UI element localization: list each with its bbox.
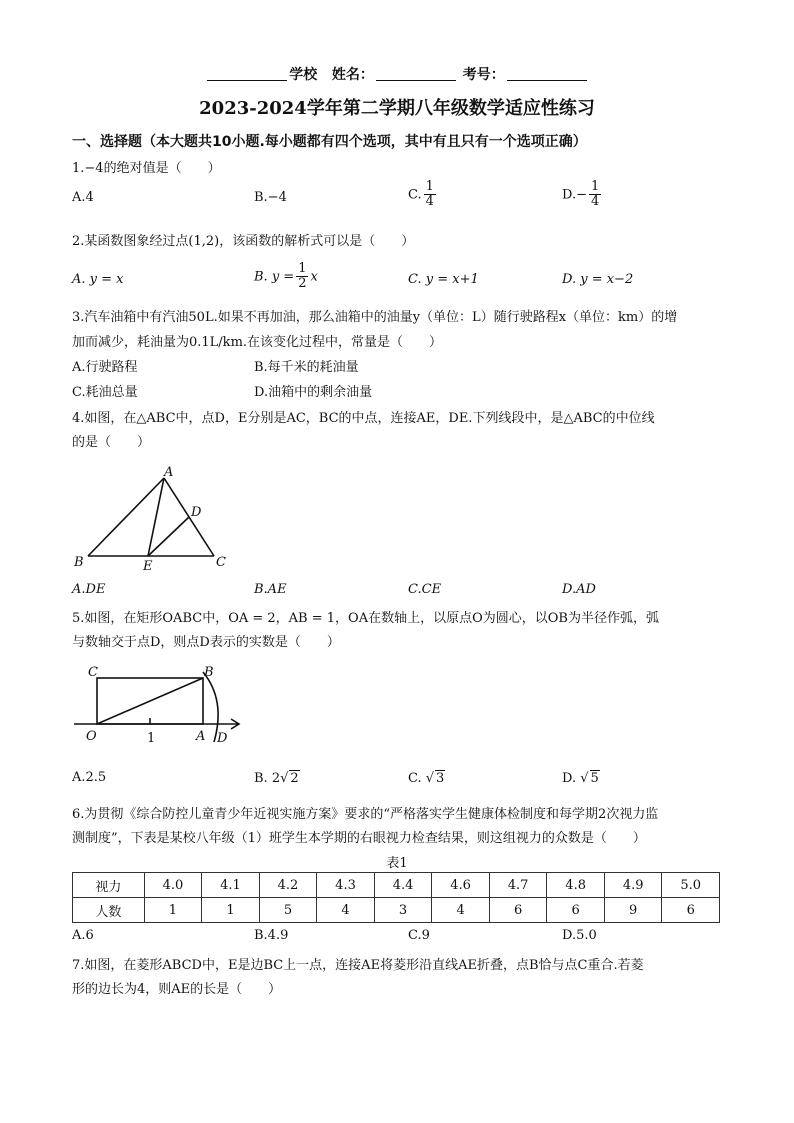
label-c: C bbox=[216, 555, 226, 570]
q2-option-d[interactable]: D. y = x−2 bbox=[562, 272, 634, 287]
label-a: A bbox=[164, 465, 174, 480]
table-cell: 5.0 bbox=[662, 873, 720, 898]
q3-option-c[interactable]: C.耗油总量 bbox=[72, 385, 138, 400]
label-b: B bbox=[204, 665, 214, 680]
q5-option-d[interactable]: D. √ 5 bbox=[562, 771, 599, 786]
q6-option-d[interactable]: D.5.0 bbox=[562, 928, 597, 943]
q2-option-b[interactable] bbox=[254, 262, 318, 292]
q7-stem-line1: 7.如图，在菱形ABCD中，E是边BC上一点，连接AE将菱形沿直线AE折叠，点B恰与点C重合.若菱 bbox=[72, 958, 644, 973]
q5-d-radicand: 5 bbox=[590, 771, 599, 786]
table-cell: 6 bbox=[547, 898, 605, 923]
q1-option-d[interactable] bbox=[562, 180, 603, 210]
label-a: A bbox=[196, 729, 206, 744]
diagonal-ob bbox=[97, 678, 203, 724]
q6-stem-line1: 6.为贯彻《综合防控儿童青少年近视实施方案》要求的“严格落实学生健康体检制度和每学期2次视力监 bbox=[72, 807, 659, 822]
table-cell: 4.0 bbox=[144, 873, 202, 898]
q4-option-a[interactable]: A.DE bbox=[72, 582, 106, 597]
table-cell: 4.1 bbox=[202, 873, 260, 898]
table-cell: 6 bbox=[662, 898, 720, 923]
label-b: B bbox=[74, 555, 84, 570]
name-label: 姓名： bbox=[331, 67, 374, 83]
table-cell: 5 bbox=[259, 898, 317, 923]
table-cell: 4.6 bbox=[432, 873, 490, 898]
q2-b-suffix: x bbox=[310, 269, 318, 285]
numerator: 1 bbox=[425, 179, 434, 194]
q1-option-a[interactable]: A.4 bbox=[72, 190, 94, 205]
q1-option-b[interactable]: B.−4 bbox=[254, 190, 287, 205]
q5-b-radicand: 2 bbox=[290, 771, 299, 786]
label-one: 1 bbox=[147, 731, 156, 746]
label-d: D bbox=[217, 731, 228, 746]
table-cell: 4.8 bbox=[547, 873, 605, 898]
table-cell: 1 bbox=[144, 898, 202, 923]
q5-c-radicand: 3 bbox=[436, 771, 445, 786]
q3-option-d[interactable]: D.油箱中的剩余油量 bbox=[254, 385, 373, 400]
q4-option-d[interactable]: D.AD bbox=[562, 582, 596, 597]
q4-option-c[interactable]: C.CE bbox=[408, 582, 442, 597]
exam-no-blank[interactable] bbox=[507, 66, 587, 81]
table-cell: 4.4 bbox=[374, 873, 432, 898]
q5-option-a[interactable]: A.2.5 bbox=[72, 770, 107, 785]
q1-c-prefix: C. bbox=[408, 187, 422, 203]
label-c: C bbox=[88, 665, 98, 680]
table-row bbox=[73, 898, 720, 923]
table-cell: 4.7 bbox=[489, 873, 547, 898]
table-cell: 9 bbox=[604, 898, 662, 923]
q5-option-c[interactable]: C. √ 3 bbox=[408, 771, 445, 786]
segment-ae bbox=[148, 478, 164, 556]
exam-header bbox=[0, 64, 794, 84]
q3-stem-line2: 加而减少，耗油量为0.1L/km.在该变化过程中，常量是（ ） bbox=[72, 335, 443, 350]
exam-no-label: 考号： bbox=[462, 67, 505, 83]
name-blank[interactable] bbox=[376, 66, 456, 81]
table-cell: 4.9 bbox=[604, 873, 662, 898]
q6-option-c[interactable]: C.9 bbox=[408, 928, 430, 943]
table-caption: 表1 bbox=[386, 856, 408, 871]
table-cell: 4 bbox=[432, 898, 490, 923]
q2-b-fraction bbox=[296, 262, 308, 292]
table-cell: 3 bbox=[374, 898, 432, 923]
q1-d-prefix: D.− bbox=[562, 187, 587, 203]
table-cell: 4 bbox=[317, 898, 375, 923]
table-row bbox=[73, 873, 720, 898]
q2-b-prefix: B. y = bbox=[254, 269, 295, 285]
q5-option-b[interactable]: B. 2√ 2 bbox=[254, 771, 299, 786]
q5-stem-line2: 与数轴交于点D，则点D表示的实数是（ ） bbox=[72, 635, 340, 650]
table-cell: 1 bbox=[202, 898, 260, 923]
school-label: 学校 bbox=[289, 67, 318, 83]
q7-stem-line2: 形的边长为4，则AE的长是（ ） bbox=[72, 982, 282, 997]
label-d: D bbox=[191, 505, 202, 520]
denominator: 4 bbox=[425, 194, 434, 210]
table-cell: 4.2 bbox=[259, 873, 317, 898]
q3-option-a[interactable]: A.行驶路程 bbox=[72, 360, 138, 375]
school-blank[interactable] bbox=[207, 66, 287, 81]
q6-option-b[interactable]: B.4.9 bbox=[254, 928, 289, 943]
q4-option-b[interactable]: B.AE bbox=[254, 582, 287, 597]
side-ab bbox=[88, 478, 164, 556]
denominator: 2 bbox=[298, 276, 307, 292]
table-cell: 6 bbox=[489, 898, 547, 923]
denominator: 4 bbox=[590, 194, 600, 210]
numerator: 1 bbox=[298, 261, 307, 276]
q4-stem-line1: 4.如图，在△ABC中，点D，E分别是AC，BC的中点，连接AE，DE.下列线段中，是△ABC的中位线 bbox=[72, 411, 655, 426]
q2-option-a[interactable]: A. y = x bbox=[72, 272, 124, 287]
q1-stem: 1.−4的绝对值是（ ） bbox=[72, 161, 221, 176]
row-header: 视力 bbox=[73, 873, 145, 898]
page-title: 2023-2024学年第二学期八年级数学适应性练习 bbox=[199, 98, 595, 119]
label-e: E bbox=[143, 559, 153, 574]
q6-option-a[interactable]: A.6 bbox=[72, 928, 94, 943]
q6-stem-line2: 测制度”，下表是某校八年级（1）班学生本学期的右眼视力检查结果，则这组视力的众数是（ ） bbox=[72, 831, 646, 846]
q5-c-prefix: C. bbox=[408, 771, 426, 786]
q2-stem: 2.某函数图象经过点(1,2)，该函数的解析式可以是（ ） bbox=[72, 234, 415, 249]
q2-option-c[interactable]: C. y = x+1 bbox=[408, 272, 479, 287]
label-o: O bbox=[86, 729, 97, 744]
q3-option-b[interactable]: B.每千米的耗油量 bbox=[254, 360, 359, 375]
vision-table bbox=[72, 872, 720, 923]
q4-triangle-figure bbox=[68, 462, 238, 574]
section-heading: 一、选择题（本大题共10小题.每小题都有四个选项，其中有且只有一个选项正确） bbox=[72, 134, 587, 150]
q1-d-fraction bbox=[589, 180, 601, 210]
table-cell: 4.3 bbox=[317, 873, 375, 898]
row-header: 人数 bbox=[73, 898, 145, 923]
q5-rectangle-figure bbox=[68, 660, 248, 748]
q5-stem-line1: 5.如图，在矩形OABC中，OA = 2，AB = 1，OA在数轴上，以原点O为圆心，以OB为半径作弧，弧 bbox=[72, 611, 659, 626]
q1-c-fraction bbox=[424, 180, 436, 210]
q5-d-prefix: D. bbox=[562, 771, 581, 786]
q5-b-prefix: B. 2 bbox=[254, 771, 281, 786]
numerator: 1 bbox=[590, 179, 600, 194]
q1-option-c[interactable] bbox=[408, 180, 438, 210]
q3-stem-line1: 3.汽车油箱中有汽油50L.如果不再加油，那么油箱中的油量y（单位：L）随行驶路程x（单位：km）的增 bbox=[72, 310, 678, 325]
q4-stem-line2: 的是（ ） bbox=[72, 435, 151, 450]
